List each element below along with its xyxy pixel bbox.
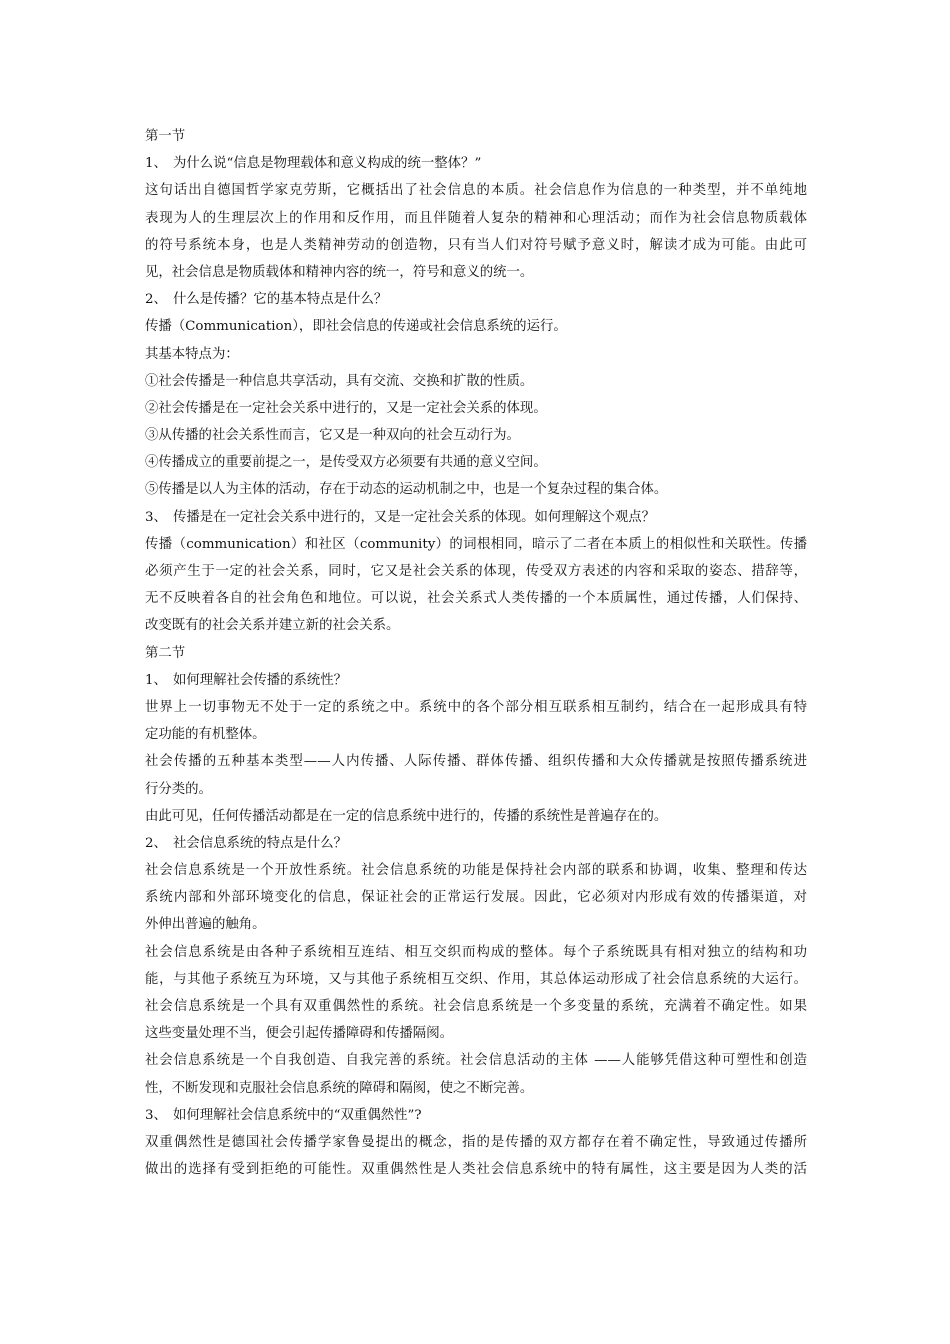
question-line [145, 504, 807, 531]
document-page [145, 123, 807, 1183]
question-text: 社会信息系统的特点是什么？ [173, 835, 348, 851]
body-text-line: 无不反映着各自的社会角色和地位。可以说，社会关系式人类传播的一个本质属性，通过传播，人们保持、 [145, 591, 807, 607]
body-text-line: 传播（Communication），即社会信息的传递或社会信息系统的运行。 [145, 319, 567, 335]
body-text-line: 这句话出自德国哲学家克劳斯，它概括出了社会信息的本质。社会信息作为信息的一种类型，并不单纯地 [145, 183, 807, 199]
body-text-line: 社会信息系统是一个具有双重偶然性的系统。社会信息系统是一个多变量的系统，充满着不确定性。如果 [145, 999, 807, 1014]
question-text: 传播是在一定社会关系中进行的，又是一定社会关系的体现。如何理解这个观点？ [173, 509, 656, 525]
body-text-line: 由此可见，任何传播活动都是在一定的信息系统中进行的，传播的系统性是普遍存在的。 [145, 808, 668, 824]
body-text-line: ①社会传播是一种信息共享活动，具有交流、交换和扩散的性质。 [145, 373, 534, 389]
question-number: 1、 [145, 672, 167, 688]
body-text-line: 能，与其他子系统互为环境，又与其他子系统相互交织、作用，其总体运动形成了社会信息系统的大运行。 [145, 971, 807, 987]
question-line [145, 830, 807, 857]
body-text-line: 改变既有的社会关系并建立新的社会关系。 [145, 618, 400, 634]
body-text-line: 做出的选择有受到拒绝的可能性。双重偶然性是人类社会信息系统中的特有属性，这主要是因为人类的活 [145, 1162, 807, 1178]
body-text-line: 行分类的。 [145, 781, 212, 797]
question-line [145, 286, 807, 313]
question-line [145, 150, 807, 177]
question-number: 2、 [145, 835, 167, 851]
body-text-line: ③从传播的社会关系性而言，它又是一种双向的社会互动行为。 [145, 428, 520, 444]
body-text-line: 的符号系统本身，也是人类精神劳动的创造物，只有当人们对符号赋予意义时，解读才成为可能。由此可 [145, 237, 807, 253]
question-number: 2、 [145, 292, 167, 308]
body-text-line: 其基本特点为： [145, 346, 239, 362]
body-text-line: ④传播成立的重要前提之一，是传受双方必须要有共通的意义空间。 [145, 455, 547, 471]
body-text-line: 传播（communication）和社区（community）的词根相同，暗示了二者在本质上的相似性和关联性。传播 [145, 536, 807, 552]
body-text-line: 世界上一切事物无不处于一定的系统之中。系统中的各个部分相互联系相互制约，结合在一起形成具有特 [145, 699, 807, 715]
question-line [145, 1102, 807, 1129]
body-text-line: 社会信息系统是由各种子系统相互连结、相互交织而构成的整体。每个子系统既具有相对独立的结构和功 [145, 944, 807, 960]
body-text-line: 必须产生于一定的社会关系，同时，它又是社会关系的体现，传受双方表述的内容和采取的姿态、措辞等， [145, 564, 807, 579]
body-text-line: 这些变量处理不当，便会引起传播障碍和传播隔阂。 [145, 1026, 453, 1042]
question-text: 如何理解社会信息系统中的“双重偶然性”? [173, 1107, 422, 1123]
question-number: 1、 [145, 156, 167, 172]
question-text: 什么是传播？它的基本特点是什么？ [173, 292, 388, 308]
body-text-line: 表现为人的生理层次上的作用和反作用，而且伴随着人复杂的精神和心理活动；而作为社会信息物质载体 [145, 210, 807, 226]
body-text-line: 社会信息系统是一个自我创造、自我完善的系统。社会信息活动的主体 ——人能够凭借这种可塑性和创造 [145, 1053, 807, 1069]
question-text: 如何理解社会传播的系统性？ [173, 672, 348, 688]
question-number: 3、 [145, 1107, 167, 1123]
body-text-line: 双重偶然性是德国社会传播学家鲁曼提出的概念，指的是传播的双方都存在着不确定性，导致通过传播所 [145, 1134, 807, 1150]
body-text-line: ②社会传播是在一定社会关系中进行的，又是一定社会关系的体现。 [145, 400, 547, 416]
body-text-line: 社会信息系统是一个开放性系统。社会信息系统的功能是保持社会内部的联系和协调，收集、整理和传达 [145, 863, 807, 879]
body-text-line: 定功能的有机整体。 [145, 727, 266, 743]
body-text-line: 社会传播的五种基本类型——人内传播、人际传播、群体传播、组织传播和大众传播就是按照传播系统进 [145, 754, 807, 770]
question-number: 3、 [145, 509, 167, 525]
body-text-line: 系统内部和外部环境变化的信息，保证社会的正常运行发展。因此，它必须对内形成有效的传播渠道，对 [145, 890, 807, 906]
body-text-line: 见，社会信息是物质载体和精神内容的统一，符号和意义的统一。 [145, 264, 534, 280]
body-text-line: ⑤传播是以人为主体的活动，存在于动态的运动机制之中，也是一个复杂过程的集合体。 [145, 482, 668, 498]
body-text-line: 性，不断发现和克服社会信息系统的障碍和隔阂，使之不断完善。 [145, 1080, 534, 1096]
question-text: 为什么说“信息是物理载体和意义构成的统一整体？” [173, 156, 482, 172]
question-line [145, 667, 807, 694]
section-heading: 第二节 [145, 645, 186, 661]
body-text-line: 外伸出普遍的触角。 [145, 917, 266, 933]
section-heading: 第一节 [145, 129, 186, 144]
